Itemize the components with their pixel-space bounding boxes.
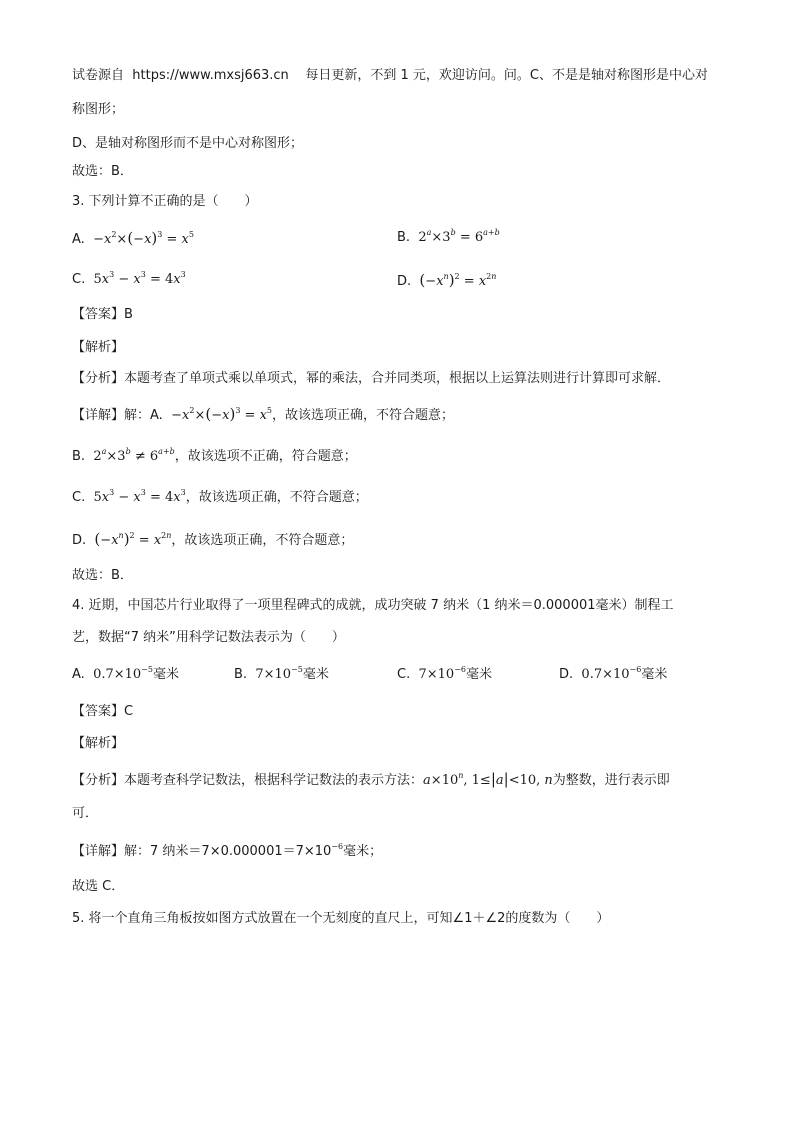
header-line: [72, 67, 708, 85]
q4-answer-tag: 【答案】: [72, 704, 125, 719]
q4-d-unit: 毫米: [641, 667, 668, 682]
q4-fenxi-end: 可．: [72, 806, 99, 821]
q4-d-math: $0.7\times 10^{-6}$: [581, 665, 642, 682]
q3-detail-b-math: $2^a\times 3^b \ne 6^{a+b}$: [93, 447, 175, 464]
q4-fenxi: [72, 770, 670, 790]
q4-fenxi-pre: 本题考查科学记数法，根据科学记数法的表示方法：: [124, 773, 424, 788]
q3-detail-tag: 【详解】: [72, 408, 125, 423]
q3-option-d: [397, 271, 496, 291]
q3-detail-b-pre: B.: [72, 449, 86, 464]
q4-stem-line2: 艺，数据“7 纳米”用科学记数法表示为（ ）: [72, 630, 345, 645]
q4-detail-unit: 毫米；: [343, 844, 383, 859]
q3-detail-b-text: ，故该选项不正确，符合题意；: [174, 449, 357, 464]
q4-option-b: [234, 666, 329, 684]
q3-b-label: B.: [397, 230, 411, 245]
q4-fenxi-tag: 【分析】: [72, 773, 125, 788]
q3-answer-tag: 【答案】: [72, 307, 125, 322]
q2-choose: 故选：B．: [72, 164, 133, 179]
q4-b-math: $7\times 10^{-5}$: [255, 665, 303, 682]
q3-c-label: C.: [72, 272, 86, 287]
q4-detail-tag: 【详解】: [72, 844, 125, 859]
q3-fenxi-text: 本题考查了单项式乘以单项式，幂的乘法，合并同类项，根据以上运算法则进行计算即可求解．: [124, 371, 671, 386]
q4-c-unit: 毫米: [466, 667, 493, 682]
q4-choose: 故选 C．: [72, 879, 125, 894]
q4-b-unit: 毫米: [302, 667, 329, 682]
q3-detail-c-math: $5x^3 - x^3 = 4x^3$: [93, 488, 186, 505]
q3-fenxi: [72, 370, 670, 388]
q3-detail-d-text: ，故该选项正确，不符合题意；: [171, 533, 354, 548]
q4-answer: [72, 703, 133, 721]
header-notice: 每日更新，不到 1 元，欢迎访问。: [305, 68, 504, 83]
q3-detail-d-pre: D.: [72, 533, 87, 548]
q4-option-d: [559, 666, 667, 684]
q4-detail-text: 解：7 纳米＝7×0.000001＝7×10: [124, 844, 332, 859]
q3-d-math: $(-x^n)^2 = x^{2n}$: [419, 271, 497, 289]
q4-a-label: A.: [72, 667, 85, 682]
q3-a-label: A.: [72, 232, 85, 247]
q3-detail-c: [72, 489, 368, 507]
q4-c-math: $7\times 10^{-6}$: [418, 665, 466, 682]
header-tail: 问。C、不是是轴对称图形是中心对: [503, 68, 708, 83]
q3-answer: [72, 306, 133, 324]
q3-answer-value: B: [124, 307, 133, 322]
q3-stem: 3. 下列计算不正确的是（ ）: [72, 194, 258, 209]
q3-detail-a: [72, 405, 454, 425]
q4-b-label: B.: [234, 667, 248, 682]
q3-b-math: $2^a\times 3^b = 6^{a+b}$: [418, 228, 500, 245]
q4-detail-exponent: −6: [331, 842, 344, 851]
q5-stem: 5. 将一个直角三角板按如图方式放置在一个无刻度的直尺上，可知∠1＋∠2的度数为（ ）: [72, 911, 610, 926]
q4-a-math: $0.7\times 10^{-5}$: [93, 665, 153, 682]
q3-detail-b: [72, 448, 357, 466]
q4-analysis-tag: 【解析】: [72, 736, 125, 751]
q4-option-a: [72, 666, 179, 684]
q3-choose: 故选：B．: [72, 568, 133, 583]
q4-detail: [72, 843, 382, 861]
q4-a-unit: 毫米: [152, 667, 179, 682]
q3-option-a: [72, 229, 194, 249]
q3-d-label: D.: [397, 274, 412, 289]
header-source: 试卷源自: [72, 68, 125, 83]
q3-detail-c-text: ，故该选项正确，不符合题意；: [185, 490, 368, 505]
q3-detail-a-text: ，故该选项正确，不符合题意；: [272, 408, 455, 423]
q3-detail-pre: 解：A.: [124, 408, 163, 423]
q2-cont: 称图形；: [72, 102, 125, 117]
q3-option-c: [72, 271, 186, 289]
q4-stem-line1: 4. 近期，中国芯片行业取得了一项里程碑式的成就，成功突破 7 纳米（1 纳米＝0.000001毫米）制程工: [72, 598, 674, 613]
header-url[interactable]: https://www.mxsj663.cn: [132, 68, 289, 83]
q3-detail-d: [72, 530, 353, 550]
q4-fenxi-math: $a\times 10^n$, 1≤|a|<10, n: [423, 770, 553, 788]
q3-analysis-tag: 【解析】: [72, 340, 125, 355]
q4-d-label: D.: [559, 667, 574, 682]
q4-option-c: [397, 666, 492, 684]
q2-option-d: D、是轴对称图形而不是中心对称图形；: [72, 136, 304, 151]
q3-fenxi-tag: 【分析】: [72, 371, 125, 386]
q4-answer-value: C: [124, 704, 134, 719]
q3-c-math: $5x^3 - x^3 = 4x^3$: [93, 270, 186, 287]
q3-detail-a-math: $-x^2\times(-x)^3 = x^5$: [171, 405, 273, 423]
q3-detail-d-math: $(-x^n)^2 = x^{2n}$: [94, 530, 172, 548]
q4-c-label: C.: [397, 667, 411, 682]
q4-fenxi-post: 为整数，进行表示即: [552, 773, 670, 788]
q3-detail-c-pre: C.: [72, 490, 86, 505]
q3-a-math: $-x^2\times(-x)^3 = x^5$: [93, 229, 194, 247]
q3-option-b: [397, 229, 500, 247]
